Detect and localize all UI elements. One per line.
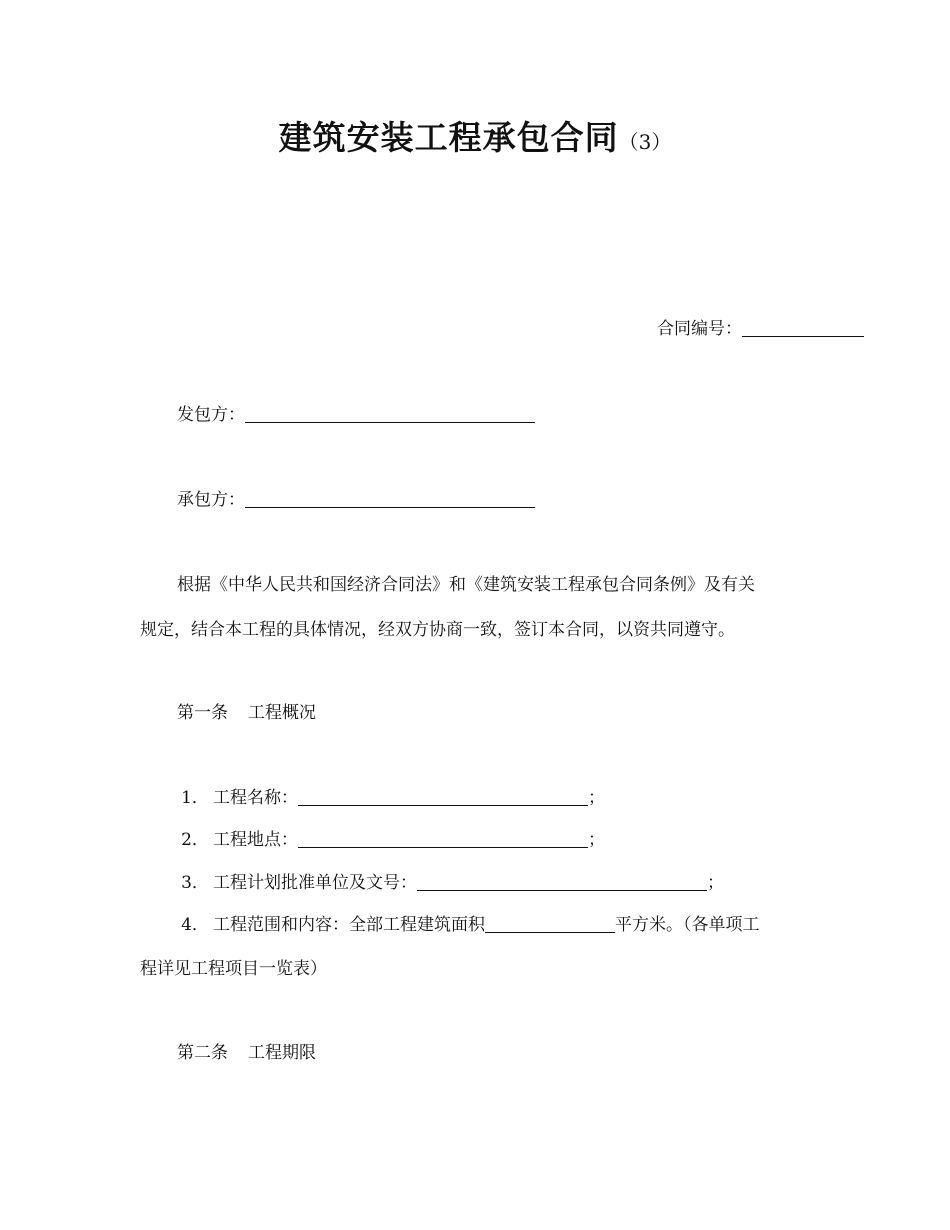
article-1-item [177,829,605,851]
contract-number-label: 合同编号： [657,319,742,339]
party-a-blank [245,406,535,423]
article-1-heading [177,702,316,724]
party-a-line [177,404,535,426]
item-end: ； [588,788,605,808]
party-b-label: 承包方： [177,490,245,510]
item-label: 工程计划批准单位及文号： [213,873,417,893]
party-b-blank [245,491,535,508]
party-a-label: 发包方： [177,405,245,425]
item-number: 3． [181,873,209,893]
item-number: 4． [181,915,209,935]
article-2-number: 第二条 [177,1043,228,1063]
preamble-line-1: 根据《中华人民共和国经济合同法》和《建筑安装工程承包合同条例》及有关 [177,575,755,595]
article-1-item-continuation: 程详见工程项目一览表） [140,959,327,979]
item-number: 1． [181,788,209,808]
item-blank [417,874,707,891]
item-blank [298,831,588,848]
party-b-line [177,489,535,511]
article-1-number: 第一条 [177,703,228,723]
item-end: ； [707,873,724,893]
item-label: 工程名称： [213,788,298,808]
contract-number-line [657,318,864,340]
article-2-title: 工程期限 [248,1043,316,1063]
article-2-heading [177,1042,316,1064]
item-end: ； [588,830,605,850]
item-blank [485,916,615,933]
preamble-line-2: 规定，结合本工程的具体情况，经双方协商一致，签订本合同，以资共同遵守。 [140,620,735,640]
article-1-item [177,787,605,809]
contract-number-blank [742,320,864,337]
item-label: 工程范围和内容：全部工程建筑面积 [213,915,485,935]
document-title [0,112,950,159]
article-1-item [177,872,724,894]
item-blank [298,789,588,806]
item-number: 2． [181,830,209,850]
article-1-item [177,914,760,936]
item-label: 工程地点： [213,830,298,850]
item-end: 平方米。（各单项工 [615,915,760,935]
title-main: 建筑安装工程承包合同 [278,118,619,157]
article-1-title: 工程概况 [248,703,316,723]
title-suffix: （3） [618,130,672,154]
